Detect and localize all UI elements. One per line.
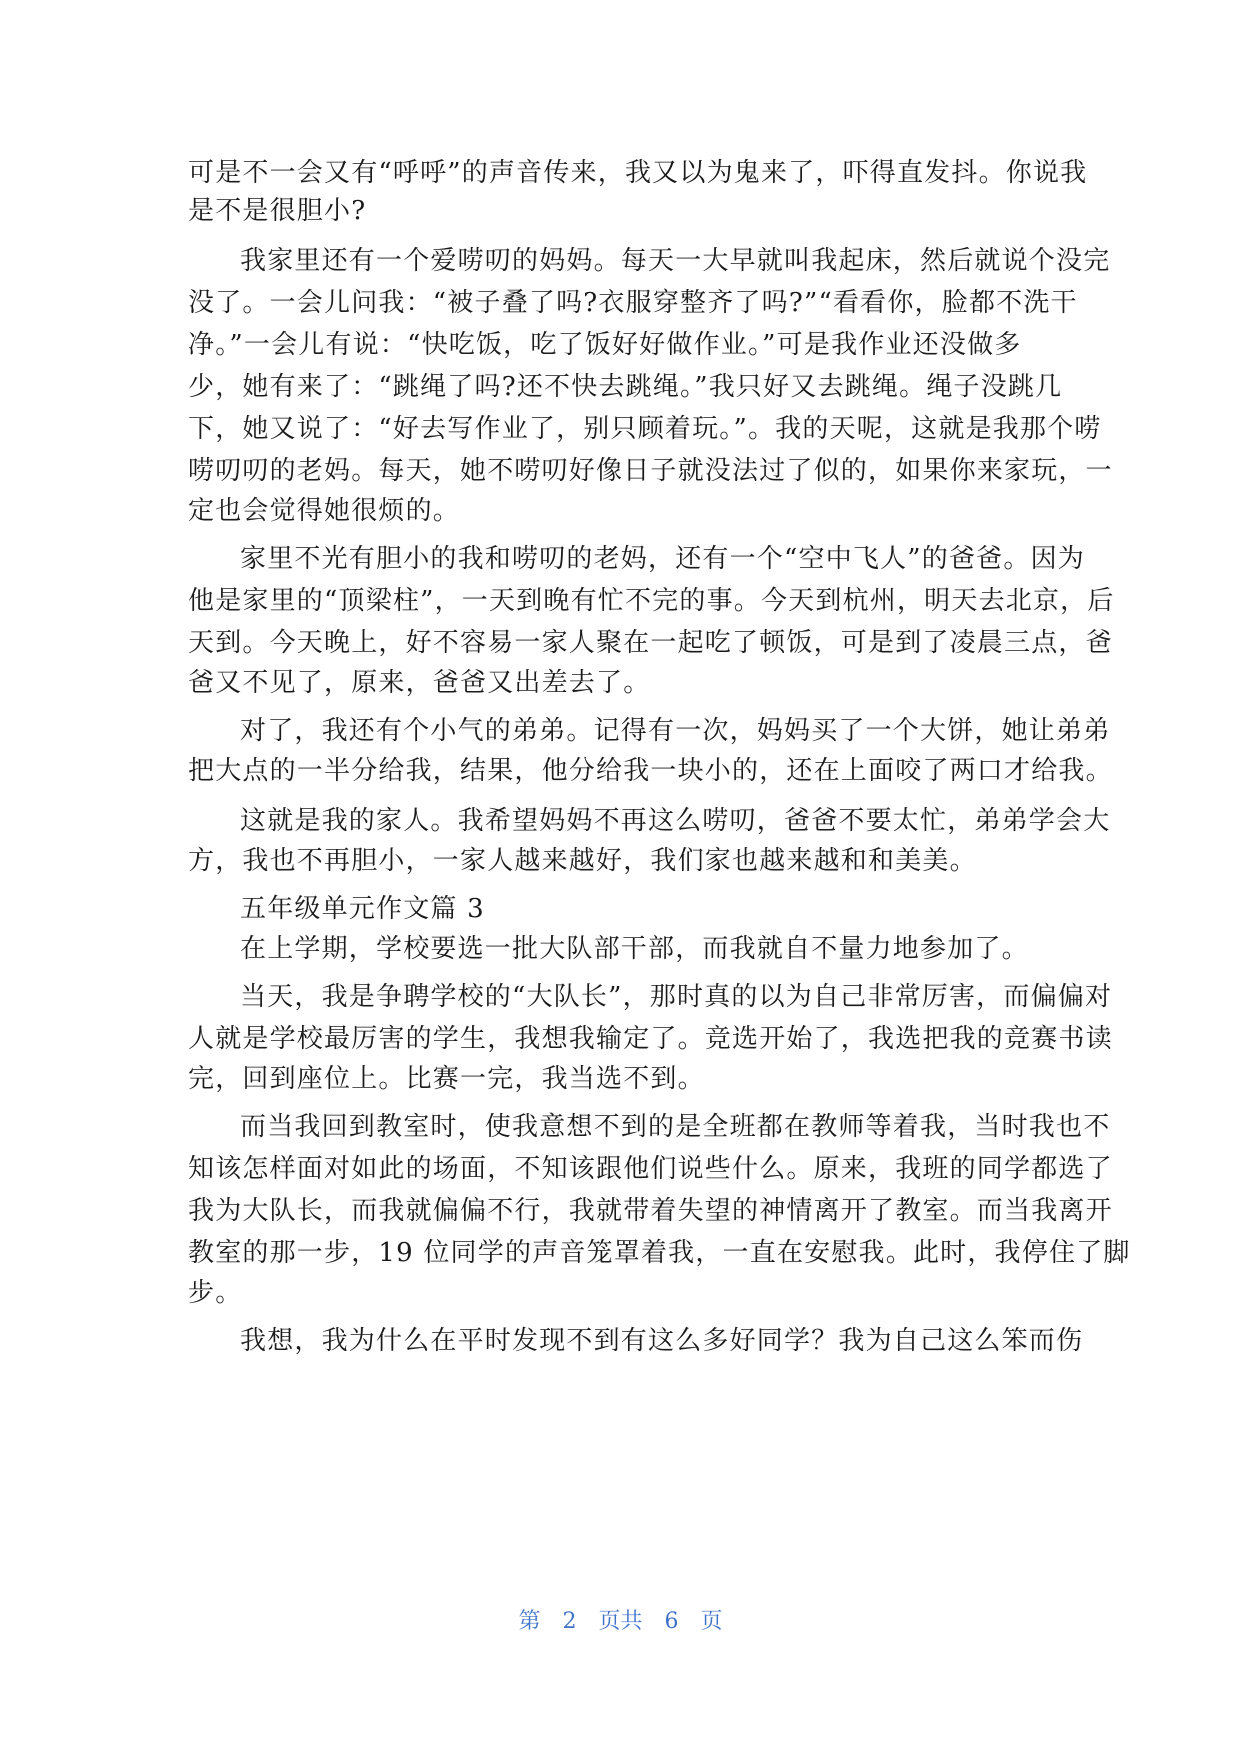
body-line: 完，回到座位上。比赛一完，我当选不到。 bbox=[188, 1064, 705, 1094]
footer-suffix: 页 bbox=[700, 1609, 723, 1634]
body-line: 家里不光有胆小的我和唠叨的老妈，还有一个“空中飞人”的爸爸。因为 bbox=[240, 544, 1085, 574]
body-line: 净。”一会儿有说：“快吃饭，吃了饭好好做作业。”可是我作业还没做多 bbox=[188, 330, 1022, 360]
body-line: 是不是很胆小? bbox=[188, 196, 367, 226]
body-line: 我为大队长，而我就偏偏不行，我就带着失望的神情离开了教室。而当我离开 bbox=[188, 1196, 1113, 1226]
body-line: 下，她又说了：“好去写作业了，别只顾着玩。”。我的天呢，这就是我那个唠 bbox=[188, 414, 1102, 444]
body-line: 对了，我还有个小气的弟弟。记得有一次，妈妈买了一个大饼，她让弟弟 bbox=[240, 716, 1111, 746]
body-line: 当天，我是争聘学校的“大队长”，那时真的以为自己非常厉害，而偏偏对 bbox=[240, 982, 1113, 1012]
body-line: 在上学期，学校要选一批大队部干部，而我就自不量力地参加了。 bbox=[240, 934, 1029, 964]
body-line: 没了。一会儿问我：“被子叠了吗?衣服穿整齐了吗?”“看看你，脸都不洗干 bbox=[188, 288, 1078, 318]
body-line: 我家里还有一个爱唠叨的妈妈。每天一大早就叫我起床，然后就说个没完 bbox=[240, 246, 1111, 276]
body-line: 方，我也不再胆小，一家人越来越好，我们家也越来越和和美美。 bbox=[188, 846, 977, 876]
body-line: 教室的那一步，19 位同学的声音笼罩着我，一直在安慰我。此时，我停住了脚 bbox=[188, 1238, 1131, 1268]
body-line: 定也会觉得她很烦的。 bbox=[188, 496, 461, 526]
body-line: 而当我回到教室时，使我意想不到的是全班都在教师等着我，当时我也不 bbox=[240, 1112, 1111, 1142]
body-line: 唠叨叨的老妈。每天，她不唠叨好像日子就没法过了似的，如果你来家玩，一 bbox=[188, 456, 1113, 486]
footer-total-pages: 6 bbox=[664, 1609, 679, 1634]
body-line: 我想，我为什么在平时发现不到有这么多好同学？我为自己这么笨而伤 bbox=[240, 1326, 1084, 1356]
body-line: 步。 bbox=[188, 1278, 243, 1308]
body-line: 他是家里的“顶梁柱”，一天到晚有忙不完的事。今天到杭州，明天去北京，后 bbox=[188, 586, 1115, 616]
body-line: 人就是学校最厉害的学生，我想我输定了。竞选开始了，我选把我的竞赛书读 bbox=[188, 1024, 1113, 1054]
page-footer bbox=[0, 1604, 1241, 1635]
body-line: 爸又不见了，原来，爸爸又出差去了。 bbox=[188, 668, 651, 698]
section-heading: 五年级单元作文篇 3 bbox=[240, 894, 485, 924]
footer-page-number: 2 bbox=[562, 1609, 577, 1634]
body-line: 少，她有来了：“跳绳了吗?还不快去跳绳。”我只好又去跳绳。绳子没跳几 bbox=[188, 372, 1063, 402]
body-line: 知该怎样面对如此的场面，不知该跟他们说些什么。原来，我班的同学都选了 bbox=[188, 1154, 1113, 1184]
body-line: 天到。今天晚上，好不容易一家人聚在一起吃了顿饭，可是到了凌晨三点，爸 bbox=[188, 628, 1113, 658]
body-line: 把大点的一半分给我，结果，他分给我一块小的，还在上面咬了两口才给我。 bbox=[188, 756, 1113, 786]
body-line: 这就是我的家人。我希望妈妈不再这么唠叨，爸爸不要太忙，弟弟学会大 bbox=[240, 806, 1111, 836]
footer-prefix: 第 bbox=[518, 1609, 541, 1634]
footer-middle: 页共 bbox=[598, 1609, 643, 1634]
body-line: 可是不一会又有“呼呼”的声音传来，我又以为鬼来了，吓得直发抖。你说我 bbox=[188, 158, 1088, 188]
